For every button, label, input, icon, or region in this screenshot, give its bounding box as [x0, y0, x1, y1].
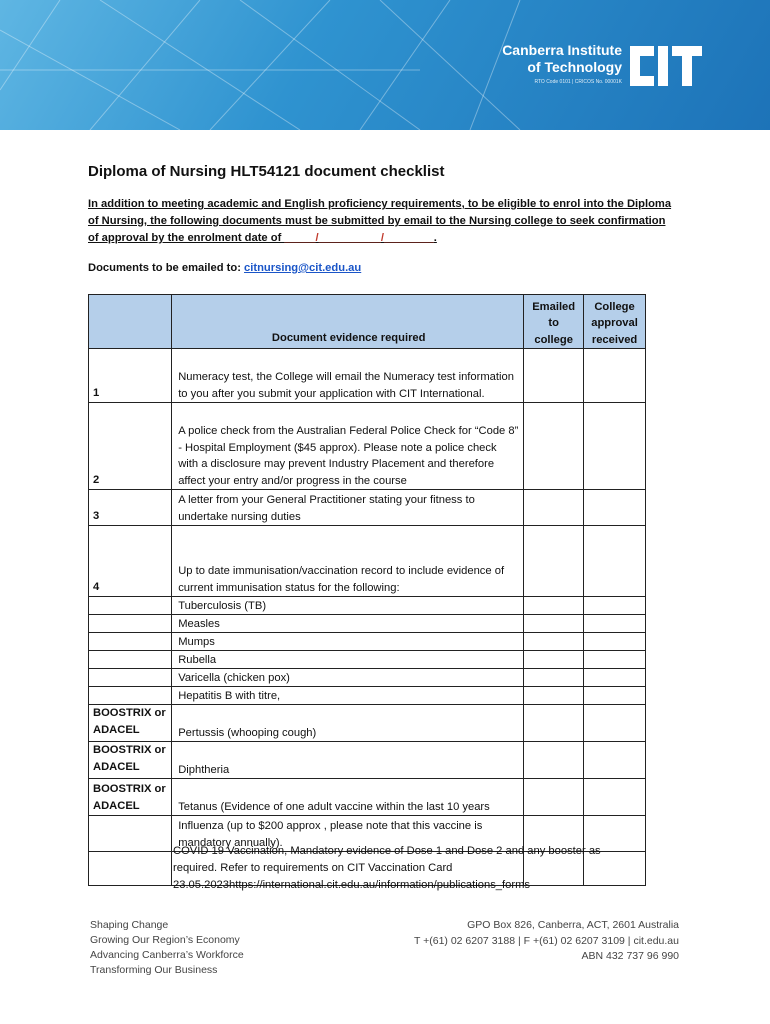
- intro-text: In addition to meeting academic and English proficiency requirements, to be eligible to enrol into the Diploma of Nursing, the following documents must be submitted by email to the Nursing college to seek confirmation of approval by the enrolment date of: [88, 198, 672, 244]
- document-checklist-table: [88, 294, 646, 886]
- approval-checkbox-cell[interactable]: [584, 651, 646, 669]
- logo-line2: of Technology: [527, 59, 622, 75]
- row-document: A letter from your General Practitioner stating your fitness to undertake nursing duties: [172, 490, 524, 526]
- approval-checkbox-cell[interactable]: [584, 490, 646, 526]
- approval-checkbox-cell[interactable]: [584, 615, 646, 633]
- logo-line1: Canberra Institute: [502, 42, 622, 58]
- header-emailed: Emailed to college: [524, 295, 584, 349]
- row-document: Mumps: [172, 633, 524, 651]
- row-document: Hepatitis B with titre,: [172, 687, 524, 705]
- row-number: [89, 852, 172, 886]
- approval-checkbox-cell[interactable]: [584, 705, 646, 742]
- emailed-checkbox-cell[interactable]: [524, 651, 584, 669]
- intro-end: .: [433, 232, 437, 244]
- emailed-checkbox-cell[interactable]: [524, 526, 584, 597]
- footer-slogans: [90, 918, 244, 978]
- row-vaccine-brand: BOOSTRIX or ADACEL: [89, 742, 172, 779]
- emailed-checkbox-cell[interactable]: [524, 597, 584, 615]
- footer-slogan: Transforming Our Business: [90, 964, 218, 976]
- email-instruction: [88, 262, 361, 274]
- header-number-cell: [89, 295, 172, 349]
- row-document: Tuberculosis (TB): [172, 597, 524, 615]
- footer-abn: ABN 432 737 96 990: [581, 950, 679, 962]
- approval-checkbox-cell[interactable]: [584, 687, 646, 705]
- table-row: [89, 490, 646, 526]
- covid-vaccination-text: COVID 19 Vaccination, Mandatory evidence of Dose 1 and Dose 2 and any booster as required. Refer to requirements on CIT Vaccination Card 23.05.2023https://international.cit.edu.au/information/publications_forms: [173, 845, 601, 891]
- institute-logo-text: [502, 42, 622, 85]
- row-vaccine-brand: BOOSTRIX or ADACEL: [89, 779, 172, 816]
- row-number: [89, 597, 172, 615]
- page-title: Diploma of Nursing HLT54121 document checklist: [88, 163, 445, 180]
- table-row: [89, 526, 646, 597]
- intro-paragraph: [88, 196, 678, 247]
- emailed-checkbox-cell[interactable]: [524, 490, 584, 526]
- emailed-checkbox-cell[interactable]: [524, 779, 584, 816]
- approval-checkbox-cell[interactable]: [584, 526, 646, 597]
- row-number: 4: [89, 526, 172, 597]
- email-link[interactable]: citnursing@cit.edu.au: [244, 262, 362, 274]
- footer-slogan: Shaping Change: [90, 919, 169, 931]
- row-document: Rubella: [172, 651, 524, 669]
- header-banner: [0, 0, 770, 130]
- approval-checkbox-cell[interactable]: [584, 779, 646, 816]
- approval-checkbox-cell[interactable]: [584, 597, 646, 615]
- row-document: Pertussis (whooping cough): [172, 705, 524, 742]
- row-number: [89, 651, 172, 669]
- row-number: [89, 633, 172, 651]
- approval-checkbox-cell[interactable]: [584, 349, 646, 403]
- table-row: [89, 597, 646, 615]
- footer-phone: T +(61) 02 6207 3188 | F +(61) 02 6207 3109 | cit.edu.au: [413, 934, 679, 947]
- footer-address: GPO Box 826, Canberra, ACT, 2601 Australia: [467, 919, 679, 931]
- approval-checkbox-cell[interactable]: [584, 742, 646, 779]
- table-header-row: [89, 295, 646, 349]
- table-row: [89, 615, 646, 633]
- approval-checkbox-cell[interactable]: [584, 669, 646, 687]
- emailed-checkbox-cell[interactable]: [524, 615, 584, 633]
- table-row: [89, 705, 646, 742]
- cit-logo-mark: [628, 44, 704, 88]
- row-number: 1: [89, 349, 172, 403]
- table-row: [89, 687, 646, 705]
- table-row: [89, 403, 646, 490]
- logo-registration: RTO Code 0101 | CRICOS No. 00001K: [534, 79, 622, 85]
- emailed-checkbox-cell[interactable]: [524, 742, 584, 779]
- row-document: Influenza (up to $200 approx , please note that this vaccine is mandatory annually).: [172, 816, 524, 852]
- row-document: A police check from the Australian Federal Police Check for “Code 8” - Hospital Employment ($45 approx). Please note a police check with a disclosure may prevent Industry Placement and therefore affect your entry and/or progress in the course: [172, 403, 524, 490]
- header-document: Document evidence required: [172, 295, 524, 349]
- emailed-checkbox-cell[interactable]: [524, 687, 584, 705]
- footer-contact: [414, 918, 679, 965]
- emailed-checkbox-cell[interactable]: [524, 403, 584, 490]
- row-number: [89, 669, 172, 687]
- enrolment-date-blank: _____/__________/________: [284, 232, 434, 244]
- row-document: Up to date immunisation/vaccination record to include evidence of current immunisation status for the following:: [172, 526, 524, 597]
- row-number: [89, 687, 172, 705]
- table-row: [89, 633, 646, 651]
- row-number: 3: [89, 490, 172, 526]
- table-row: [89, 349, 646, 403]
- row-document: Numeracy test, the College will email the Numeracy test information to you after you submit your application with CIT International.: [172, 349, 524, 403]
- table-row: [89, 742, 646, 779]
- row-document: Tetanus (Evidence of one adult vaccine within the last 10 years: [172, 779, 524, 816]
- row-document: Varicella (chicken pox): [172, 669, 524, 687]
- emailed-checkbox-cell[interactable]: [524, 669, 584, 687]
- table-row: [89, 779, 646, 816]
- email-label: Documents to be emailed to:: [88, 262, 245, 274]
- row-document: Diphtheria: [172, 742, 524, 779]
- header-approval: College approval received: [584, 295, 646, 349]
- table-row: [89, 651, 646, 669]
- row-vaccine-brand: BOOSTRIX or ADACEL: [89, 705, 172, 742]
- row-number: [89, 816, 172, 852]
- emailed-checkbox-cell[interactable]: [524, 349, 584, 403]
- table-row: [89, 669, 646, 687]
- footer-slogan: Advancing Canberra’s Workforce: [90, 949, 244, 961]
- row-number: 2: [89, 403, 172, 490]
- footer-slogan: Growing Our Region’s Economy: [90, 934, 240, 946]
- approval-checkbox-cell[interactable]: [584, 633, 646, 651]
- emailed-checkbox-cell[interactable]: [524, 705, 584, 742]
- approval-checkbox-cell[interactable]: [584, 403, 646, 490]
- row-number: [89, 615, 172, 633]
- emailed-checkbox-cell[interactable]: [524, 633, 584, 651]
- row-document: Measles: [172, 615, 524, 633]
